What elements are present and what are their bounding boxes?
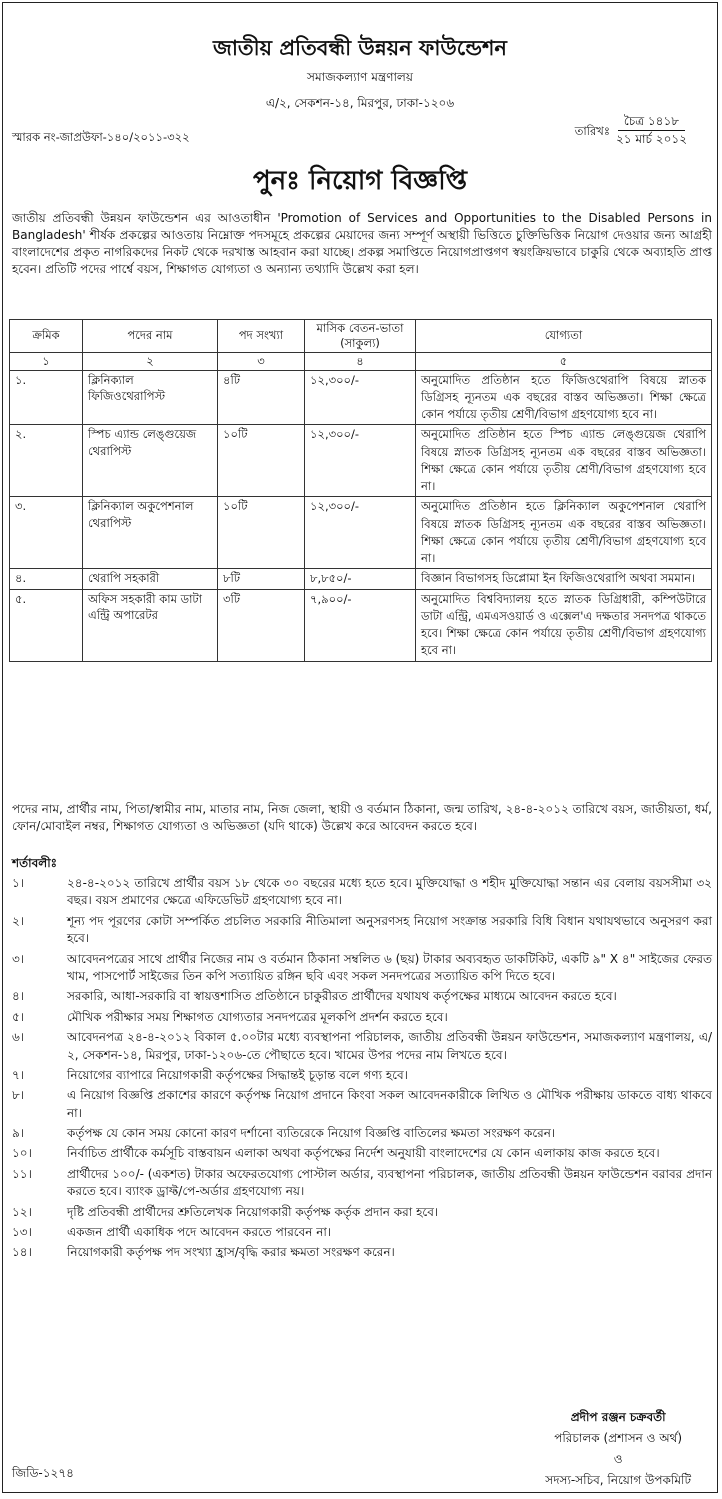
- qualification-cell: অনুমোদিত বিশ্ববিদ্যালয় হতে স্নাতক ডিগ্রিধারী, কম্পিউটারে ডাটা এন্ট্রি, এমএসওয়ার্ড ও এক্সেল'এ দক্ষতার সনদপত্র থাকতে হবে। শিক্ষা ক্ষেত্রে কোন পর্যায়ে তৃতীয় শ্রেণী/বিভাগ গ্রহণযোগ্য হবে না।: [416, 589, 712, 661]
- post-count-cell: ১০টি: [218, 425, 305, 497]
- serial-cell: ৫.: [10, 589, 83, 661]
- condition-text: আবেদনপত্র ২৪-৪-২০১২ বিকাল ৫.০০টার মধ্যে ব্যবস্থাপনা পরিচালক, জাতীয় প্রতিবন্ধী উন্নয়ন ফাউন্ডেশন, সমাজকল্যাণ মন্ত্রণালয়, এ/২, সেকশন-১৪, মিরপুর, ঢাকা-১২০৬-তে পৌছাতে হবে। খামের উপর পদের নাম লিখতে হবে।: [67, 1030, 712, 1062]
- serial-cell: ৪.: [10, 569, 83, 589]
- condition-text: নির্বাচিত প্রার্থীকে কর্মসূচি বাস্তবায়ন এলাকা অথবা কর্তৃপক্ষের নির্দেশ অনুযায়ী বাংলাদেশের যে কোন এলাকায় কাজ করতে হবে।: [67, 1146, 660, 1161]
- condition-text: সরকারি, আধা-সরকারি বা স্বায়ত্তশাসিত প্রতিষ্ঠানে চাকুরীরত প্রার্থীদের যথাযথ কর্তৃপক্ষের মাধ্যমে আবেদন করতে হবে।: [67, 989, 617, 1004]
- condition-text: ২৪-৪-২০১২ তারিখে প্রার্থীর বয়স ১৮ থেকে ৩০ বছরের মধ্যে হতে হবে। মুক্তিযোদ্ধা ও শহীদ মুক্তিযোদ্ধা সন্তান এর বেলায় বয়সসীমা ৩২ বছর। বয়স প্রমাণের ক্ষেত্রে এফিডেভিট গ্রহণযোগ্য হবে না।: [67, 876, 712, 908]
- post-name-cell: ক্লিনিক্যাল ফিজিওথেরাপিস্ট: [83, 370, 218, 425]
- condition-item: [12, 1204, 712, 1221]
- table-row: [10, 425, 712, 497]
- serial-cell: ১.: [10, 370, 83, 425]
- condition-text: এ নিয়োগ বিজ্ঞপ্তি প্রকাশের কারণে কর্তৃপক্ষ নিয়োগ প্রদানে কিংবা সকল আবেদনকারীকে লিখিত ও মৌখিক পরীক্ষায় ডাকতে বাধ্য থাকবে না।: [67, 1088, 712, 1120]
- condition-item: [12, 1145, 712, 1162]
- post-count-cell: ১০টি: [218, 497, 305, 569]
- application-instructions: পদের নাম, প্রার্থীর নাম, পিতা/স্বামীর নাম, মাতার নাম, নিজ জেলা, স্থায়ী ও বর্তমান ঠিকানা, জন্ম তারিখ, ২৪-৪-২০১২ তারিখে বয়স, জাতীয়তা, ধর্ম, ফোন/মোবাইল নম্বর, শিক্ষাগত যোগ্যতা ও অভিজ্ঞতা (যদি থাকে) উল্লেখ করে আবেদন করতে হবে।: [12, 802, 712, 834]
- table-row: [10, 589, 712, 661]
- posts-table: [9, 319, 712, 662]
- post-name-cell: অফিস সহকারী কাম ডাটা এন্ট্রি অপারেটর: [83, 589, 218, 661]
- conditions-list: [12, 875, 712, 1265]
- condition-item: [12, 1087, 712, 1122]
- salary-cell: ৭,৯০০/-: [305, 589, 416, 661]
- signatory-designation: পরিচালক (প্রশাসন ও অর্থ): [554, 1431, 683, 1445]
- condition-item: [12, 1029, 712, 1064]
- header-salary: মাসিক বেতন-ভাতা (সাকুল্য): [305, 320, 416, 353]
- condition-number: ৪।: [12, 989, 25, 1004]
- table-header-row: [10, 320, 712, 353]
- condition-text: কর্তৃপক্ষ যে কোন সময় কোনো কারণ দর্শানো ব্যতিরেকে নিয়োগ বিজ্ঞপ্তি বাতিলের ক্ষমতা সংরক্ষণ করেন।: [67, 1126, 556, 1141]
- condition-number: ১০।: [12, 1146, 32, 1161]
- salary-cell: ১২,৩০০/-: [305, 370, 416, 425]
- signature-block: [545, 1407, 691, 1491]
- dates: [616, 113, 687, 149]
- condition-item: [12, 875, 712, 910]
- date-bengali: চৈত্র ১৪১৮: [618, 113, 685, 131]
- salary-cell: ৮,৮৫০/-: [305, 569, 416, 589]
- organization-name: জাতীয় প্রতিবন্ধী উন্নয়ন ফাউন্ডেশন: [213, 36, 507, 60]
- office-address: এ/২, সেকশন-১৪, মিরপুর, ঢাকা-১২০৬: [265, 96, 455, 110]
- signatory-role: সদস্য-সচিব, নিয়োগ উপকমিটি: [545, 1473, 691, 1487]
- header-serial: ক্রমিক: [10, 320, 83, 353]
- serial-cell: ২.: [10, 425, 83, 497]
- post-count-cell: ৪টি: [218, 370, 305, 425]
- condition-item: [12, 1125, 712, 1142]
- gd-code: জিডি-১২৭৪: [12, 1465, 74, 1480]
- condition-number: ১।: [12, 876, 25, 890]
- condition-text: মৌখিক পরীক্ষার সময় শিক্ষাগত যোগ্যতার সনদপত্রের মূলকপি প্রদর্শন করতে হবে।: [67, 1009, 448, 1024]
- column-number: ৪: [305, 352, 416, 370]
- qualification-cell: অনুমোদিত প্রতিষ্ঠান হতে স্পিচ এ্যান্ড লেঙ্গুয়েজ থেরাপি বিষয়ে স্নাতক ডিগ্রিসহ ন্যূনতম এক বছরের বাস্তব অভিজ্ঞতা। শিক্ষা ক্ষেত্রে কোন পর্যায়ে তৃতীয় শ্রেণী/বিভাগ গ্রহণযোগ্য হবে না।: [416, 425, 712, 497]
- column-number: ৫: [416, 352, 712, 370]
- condition-text: একজন প্রার্থী একাধিক পদে আবেদন করতে পারবেন না।: [67, 1225, 332, 1240]
- post-name-cell: ক্লিনিক্যাল অকুপেশনাল থেরাপিস্ট: [83, 497, 218, 569]
- salary-cell: ১২,৩০০/-: [305, 425, 416, 497]
- table-row: [10, 497, 712, 569]
- date-label: তারিখঃ: [574, 123, 610, 138]
- post-count-cell: ৮টি: [218, 569, 305, 589]
- date-gregorian: ২১ মার্চ ২০১২: [615, 132, 687, 147]
- condition-number: ৬।: [12, 1030, 25, 1045]
- condition-number: ১৩।: [12, 1225, 32, 1240]
- qualification-cell: অনুমোদিত প্রতিষ্ঠান হতে ফিজিওথেরাপি বিষয়ে স্নাতক ডিগ্রিসহ ন্যূনতম এক বছরের বাস্তব অভিজ্ঞতা। শিক্ষা ক্ষেত্রে কোন পর্যায়ে তৃতীয় শ্রেণী/বিভাগ গ্রহণযোগ্য হবে না।: [416, 370, 712, 425]
- column-number: ২: [83, 352, 218, 370]
- date-block: [575, 113, 687, 149]
- post-name-cell: স্পিচ এ্যান্ড লেঙ্গুয়েজ থেরাপিস্ট: [83, 425, 218, 497]
- column-number-row: [10, 352, 712, 370]
- qualification-cell: বিজ্ঞান বিভাগসহ ডিপ্লোমা ইন ফিজিওথেরাপি অথবা সমমান।: [416, 569, 712, 589]
- condition-number: ৯।: [12, 1126, 25, 1141]
- intro-paragraph: জাতীয় প্রতিবন্ধী উন্নয়ন ফাউন্ডেশন এর আওতাধীন 'Promotion of Services and Opportunities to the Disabled Persons in Bangladesh' শীর্ষক প্রকল্পের আওতায় নিম্নোক্ত পদসমূহে প্রকল্পের মেয়াদের জন্য সম্পূর্ণ অস্থায়ী ভিত্তিতে চুক্তিভিত্তিক নিয়োগ দেওয়ার জন্য আগ্রহী বাংলাদেশের প্রকৃত নাগরিকদের নিকট থেকে দরখাস্ত আহবান করা যাচ্ছে। প্রকল্প সমাপ্তিতে নিয়োগপ্রাপ্তগণ স্বয়ংক্রিয়ভাবে চাকুরি থেকে অব্যাহতি প্রাপ্ত হবেন। প্রতিটি পদের পার্শ্বে বয়স, শিক্ষাগত যোগ্যতা ও অন্যান্য তথ্যাদি উল্লেখ করা হল।: [12, 211, 712, 277]
- condition-text: প্রার্থীদের ১০০/- (একশত) টাকার অফেরতযোগ্য পোস্টাল অর্ডার, ব্যবস্থাপনা পরিচালক, জাতীয় প্রতিবন্ধী উন্নয়ন ফাউন্ডেশন বরাবর প্রদান করতে হবে। ব্যাংক ড্রাফ্ট/পে-অর্ডার গ্রহণযোগ্য নয়।: [67, 1166, 712, 1199]
- condition-item: [12, 1166, 712, 1201]
- header-qualification: যোগ্যতা: [416, 320, 712, 353]
- column-number: ১: [10, 352, 83, 370]
- condition-number: ১১।: [12, 1166, 32, 1181]
- condition-item: [12, 988, 712, 1005]
- signatory-name: প্রদীপ রঞ্জন চক্রবর্তী: [570, 1410, 666, 1424]
- serial-cell: ৩.: [10, 497, 83, 569]
- header-post-count: পদ সংখ্যা: [218, 320, 305, 353]
- table-row: [10, 370, 712, 425]
- qualification-cell: অনুমোদিত প্রতিষ্ঠান হতে ক্লিনিক্যাল অকুপেশনাল থেরাপি বিষয়ে স্নাতক ডিগ্রিসহ ন্যূনতম এক বছরের বাস্তব অভিজ্ঞতা। শিক্ষা ক্ষেত্রে কোন পর্যায়ে তৃতীয় শ্রেণী/বিভাগ গ্রহণযোগ্য হবে না।: [416, 497, 712, 569]
- condition-number: ৫।: [12, 1009, 25, 1024]
- condition-item: [12, 951, 712, 986]
- condition-item: [12, 1009, 712, 1026]
- condition-text: শূন্য পদ পূরণের কোটা সম্পর্কিত প্রচলিত সরকারি নীতিমালা অনুসরণসহ নিয়োগ সংক্রান্ত সরকারি বিধি বিধান যথাযথভাবে অনুসরণ করা হবে।: [67, 913, 712, 946]
- column-number: ৩: [218, 352, 305, 370]
- condition-text: দৃষ্টি প্রতিবন্ধী প্রার্থীদের শ্রুতিলেখক নিয়োগকারী কর্তৃপক্ষ কর্তৃক প্রদান করা হবে।: [67, 1204, 439, 1219]
- condition-number: ৭।: [12, 1067, 25, 1082]
- condition-number: ২।: [12, 913, 25, 928]
- condition-number: ১২।: [12, 1204, 32, 1219]
- conditions-title: শর্তাবলীঃ: [12, 856, 58, 870]
- ministry-name: সমাজকল্যাণ মন্ত্রণালয়: [307, 70, 413, 84]
- condition-item: [12, 1067, 712, 1084]
- memo-number: স্মারক নং-জাপ্রউফা-১৪০/২০১১-৩২২: [12, 130, 190, 144]
- condition-text: নিয়োগকারী কর্তৃপক্ষ পদ সংখ্যা হ্রাস/বৃদ্ধি করার ক্ষমতা সংরক্ষণ করেন।: [67, 1245, 395, 1260]
- post-count-cell: ৩টি: [218, 589, 305, 661]
- condition-text: নিয়োগের ব্যাপারে নিয়োগকারী কর্তৃপক্ষের সিদ্ধান্তই চূড়ান্ত বলে গণ্য হবে।: [67, 1067, 408, 1082]
- condition-item: [12, 913, 712, 948]
- salary-cell: ১২,৩০০/-: [305, 497, 416, 569]
- condition-number: ৩।: [12, 951, 25, 966]
- condition-number: ১৪।: [12, 1245, 32, 1260]
- notice-page: [2, 2, 718, 1493]
- header-post-name: পদের নাম: [83, 320, 218, 353]
- condition-number: ৮।: [12, 1088, 25, 1103]
- signatory-conjunction: ও: [613, 1452, 623, 1466]
- table-row: [10, 569, 712, 589]
- condition-item: [12, 1244, 712, 1261]
- condition-text: আবেদনপত্রের সাথে প্রার্থীর নিজের নাম ও বর্তমান ঠিকানা সম্বলিত ৬ (ছয়) টাকার অব্যবহৃত ডাকটিকিট, একটি ৯" X ৪" সাইজের ফেরত খাম, পাসপোর্ট সাইজের তিন কপি সত্যায়িত রঙ্গিন ছবি এবং সকল সনদপত্রের সত্যায়িত কপি দিতে হবে।: [67, 951, 712, 983]
- post-name-cell: থেরাপি সহকারী: [83, 569, 218, 589]
- condition-item: [12, 1224, 712, 1241]
- notice-title: পুনঃ নিয়োগ বিজ্ঞপ্তি: [252, 166, 468, 196]
